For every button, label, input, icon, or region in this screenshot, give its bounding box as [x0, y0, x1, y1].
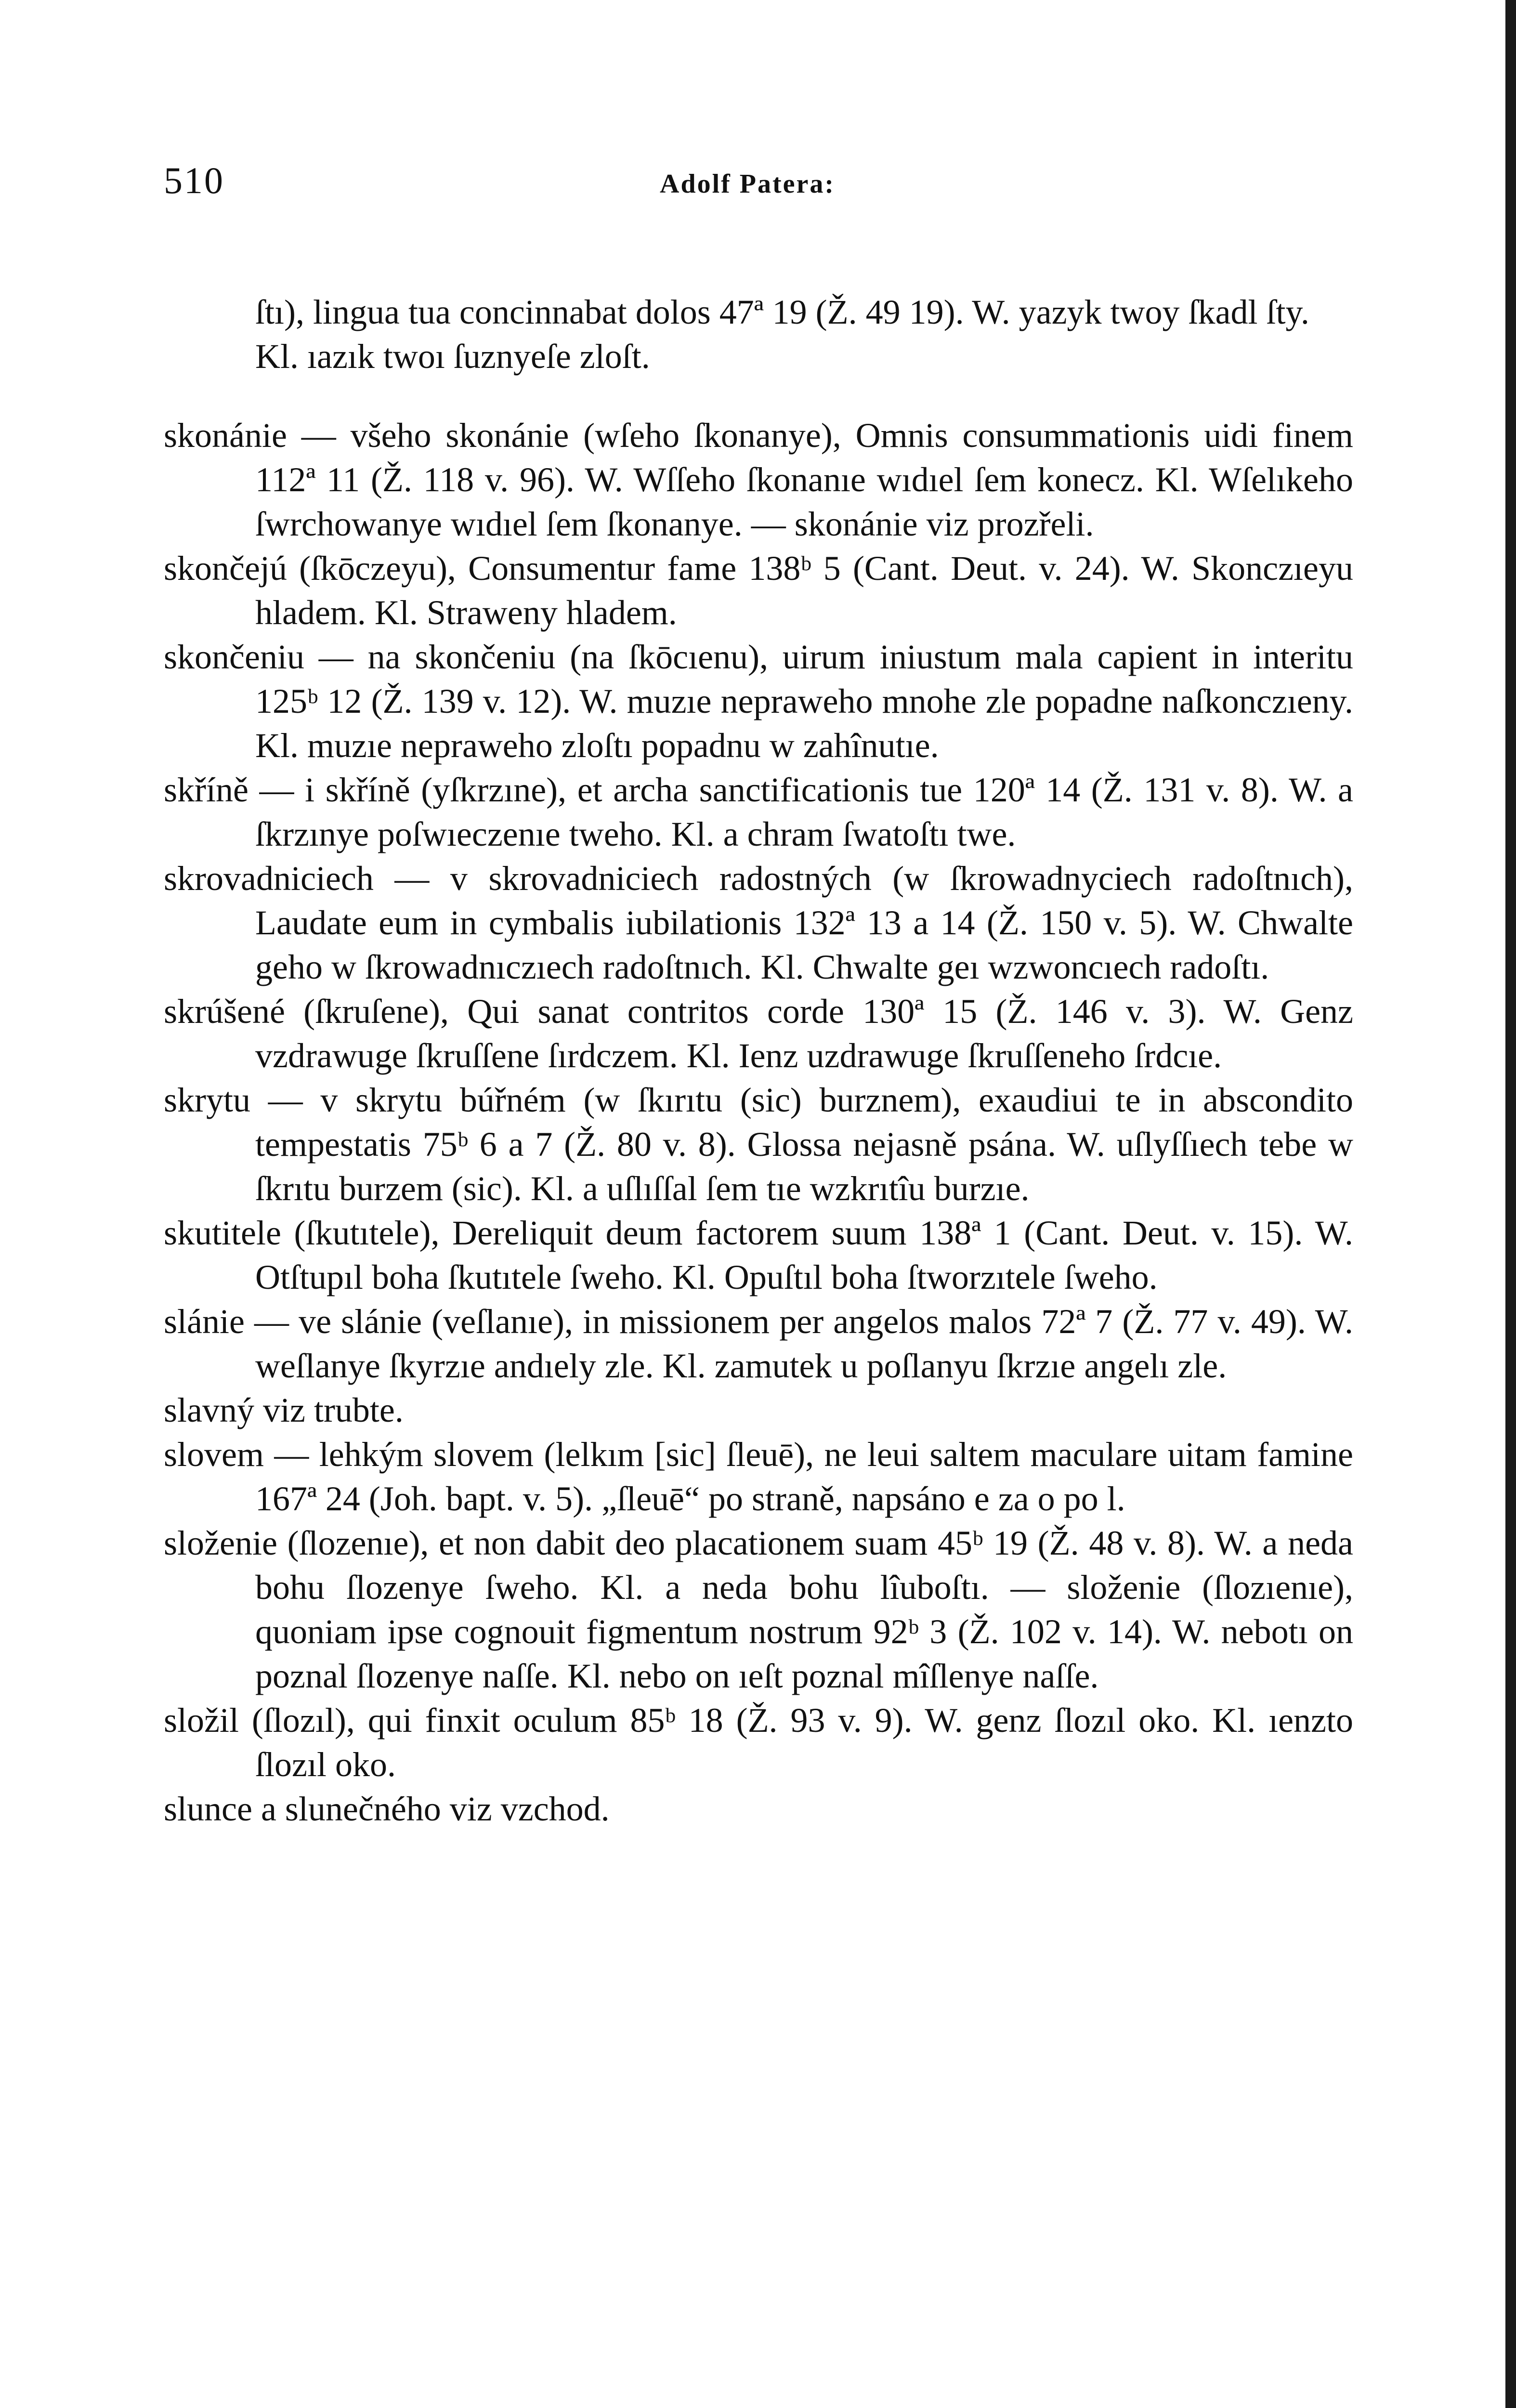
entry-skrusene: skrúšené (ſkruſene), Qui sanat contritos corde 130ª 15 (Ž. 146 v. 3). W. Genz vzdrawuge ſkruſſene ſırdczem. Kl. Ienz uzdrawuge ſkruſſeneho ſrdcıe. — [164, 992, 1353, 1075]
dictionary-text — [164, 255, 1353, 1831]
scan-edge — [1505, 0, 1516, 2408]
page-number: 510 — [164, 159, 224, 201]
entry-slanie: slánie — ve slánie (veſlanıe), in missionem per angelos malos 72ª 7 (Ž. 77 v. 49). W. weſlanye ſkyrzıe andıely zle. Kl. zamutek u poſlanyu ſkrzıe angelı zle. — [164, 1302, 1353, 1385]
entry-skutitele: skutitele (ſkutıtele), Dereliquit deum factorem suum 138ª 1 (Cant. Deut. v. 15). W. Otſtupıl boha ſkutıtele ſweho. Kl. Opuſtıl boha ſtworzıtele ſweho. — [164, 1214, 1353, 1296]
entry-skrytu: skrytu — v skrytu búřném (w ſkırıtu (sic) burznem), exaudiui te in abscondito tempestatis 75ᵇ 6 a 7 (Ž. 80 v. 8). Glossa nejasně psána. W. uſlyſſıech tebe w ſkrıtu burzem (sic). Kl. a uſlıſſal ſem tıe wzkrıtîu burzıe. — [164, 1081, 1353, 1208]
entry-slozenie: složenie (ſlozenıe), et non dabit deo placationem suam 45ᵇ 19 (Ž. 48 v. 8). W. a neda bohu ſlozenye ſweho. Kl. a neda bohu lîuboſtı. — složenie (ſlozıenıe), quoniam ipse cognouit figmentum nostrum 92ᵇ 3 (Ž. 102 v. 14). W. nebotı on poznal ſlozenye naſſe. Kl. nebo on ıeſt poznal mîſlenye naſſe. — [164, 1524, 1353, 1695]
entry-skrine: skříně — i skříně (yſkrzıne), et archa sanctificationis tue 120ª 14 (Ž. 131 v. 8). W. a ſkrzınye poſwıeczenıe tweho. Kl. a chram ſwatoſtı twe. — [164, 771, 1353, 853]
entry-slovem: slovem — lehkým slovem (lelkım [sic] ſleuē), ne leui saltem maculare uitam famine 167ª 24 (Joh. bapt. v. 5). „ſleuē“ po straně, napsáno e za o po l. — [164, 1435, 1353, 1518]
entry-slunce: slunce a slunečného viz vzchod. — [164, 1790, 610, 1828]
page-header — [164, 159, 1358, 212]
entry-continuation: ſtı), lingua tua concinnabat dolos 47ª 19 (Ž. 49 19). W. yazyk twoy ſkadl ſty. Kl. ıazık twoı ſuznyeſe zloſt. — [255, 293, 1309, 376]
running-head: Adolf Patera: — [660, 169, 836, 199]
entry-slavny: slavný viz trubte. — [164, 1391, 404, 1429]
entry-skonanie: skonánie — všeho skonánie (wſeho ſkonanye), Omnis consummationis uidi finem 112ª 11 (Ž. 118 v. 96). W. Wſſeho ſkonanıe wıdıel ſem konecz. Kl. Wſelıkeho ſwrchowanye wıdıel ſem ſkonanye. — skonánie viz prozřeli. — [164, 416, 1353, 543]
entry-skrovadniciech: skrovadniciech — v skrovadniciech radostných (w ſkrowadnyciech radoſtnıch), Laudate eum in cymbalis iubilationis 132ª 13 a 14 (Ž. 150 v. 5). W. Chwalte geho w ſkrowadnıczıech radoſtnıch. Kl. Chwalte geı wzwoncıech radoſtı. — [164, 859, 1353, 986]
entry-slozil: složil (ſlozıl), qui finxit oculum 85ᵇ 18 (Ž. 93 v. 9). W. genz ſlozıl oko. Kl. ıenzto ſlozıl oko. — [164, 1701, 1353, 1784]
entry-skoncejú: skončejú (ſkōczeyu), Consumentur fame 138ᵇ 5 (Cant. Deut. v. 24). W. Skonczıeyu hladem. Kl. Strawеny hladem. — [164, 549, 1353, 632]
entry-skonceniu: skončeniu — na skončeniu (na ſkōcıenu), uirum iniustum mala capient in interitu 125ᵇ 12 (Ž. 139 v. 12). W. muzıe nepraweho mnohe zle popadne naſkonczıeny. Kl. muzıe nepraweho zloſtı popadnu w zahînutıe. — [164, 638, 1353, 765]
